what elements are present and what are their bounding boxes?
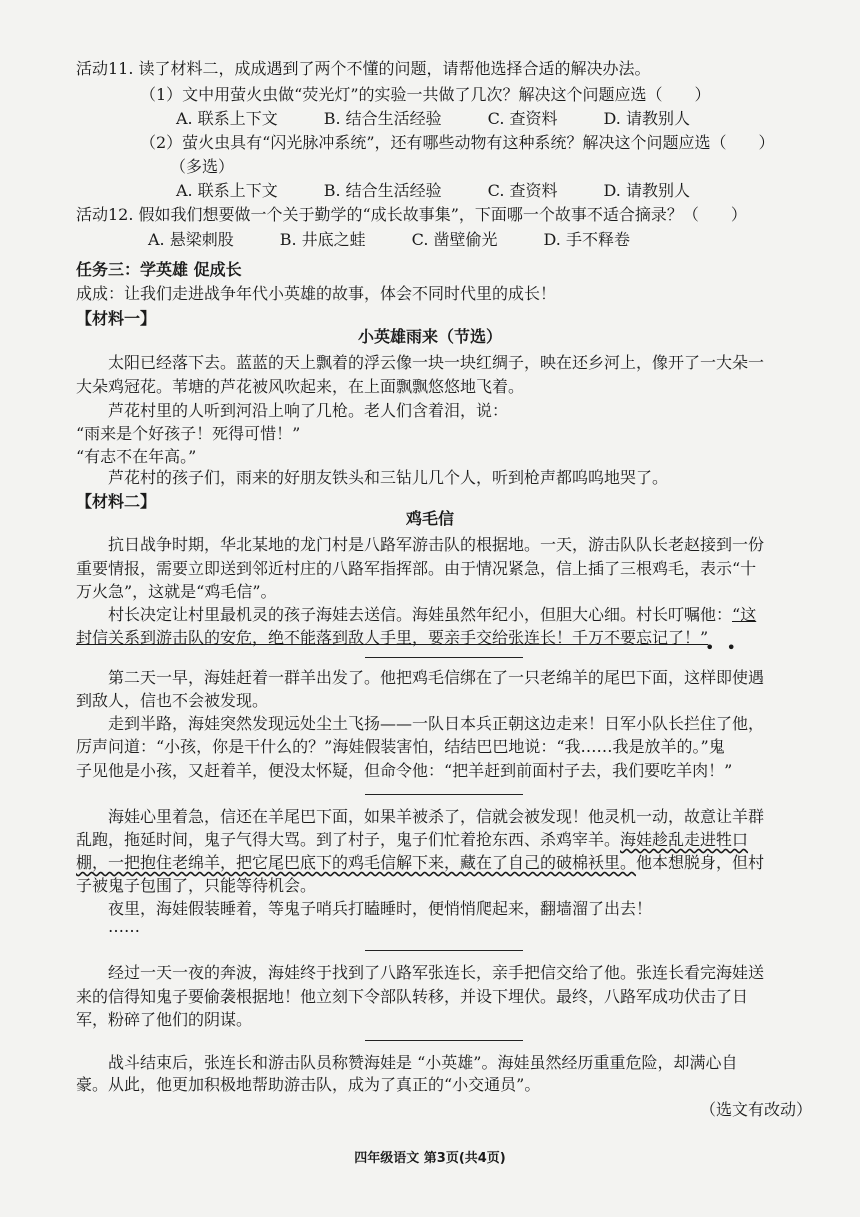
option-d: D. 请教别人 (603, 109, 690, 128)
activity11-question2: （2）萤火虫具有“闪光脉冲系统”，还有哪些动物有这种系统？解决这个问题应选（ ） (140, 133, 775, 152)
material2-p5d: 子被鬼子包围了，只能等待机会。 (76, 876, 317, 895)
option-a: A. 悬梁刺股 (148, 230, 234, 249)
option-b: B. 结合生活经验 (323, 109, 442, 128)
material2-p8a: 战斗结束后，张连长和游击队员称赞海娃是 “小英雄”。海娃虽然经历重重危险，却满心自 (108, 1053, 738, 1072)
material2-p4b: 厉声问道：“小孩，你是干什么的？”海娃假装害怕，结结巴巴地说：“我……我是放羊的。”鬼 (76, 737, 725, 756)
material1-title: 小英雄雨来（节选） (357, 327, 502, 346)
material1-p2: 芦花村里的人听到河沿上响了几枪。老人们含着泪，说： (108, 401, 509, 420)
material2-ellipsis: …… (108, 917, 140, 936)
material2-p1c: 万火急”，这就是“鸡毛信”。 (76, 582, 277, 601)
option-d: D. 请教别人 (603, 181, 690, 200)
material2-p7c: 军，粉碎了他们的阴谋。 (76, 1010, 253, 1029)
option-d: D. 手不释卷 (543, 230, 630, 249)
material2-p2a-text: 村长决定让村里最机灵的孩子海娃去送信。海娃虽然年纪小，但胆大心细。村长叮嘱他： (108, 605, 733, 624)
option-c: C. 查资料 (487, 181, 558, 200)
material2-p2b-underlined: 封信关系到游击队的安危，绝不能落到敌人手里，要亲手交给张连长！千万不要忘记了！” (76, 628, 709, 647)
material2-p8b: 豪。从此，他更加积极地帮助游击队，成为了真正的“小交通员”。 (76, 1075, 541, 1094)
activity12-options (148, 229, 676, 251)
activity12-title: 活动12. 假如我们想要做一个关于勤学的“成长故事集”，下面哪一个故事不适合摘录？（ ） (76, 205, 747, 224)
material2-p5b-wavy: 海娃趁乱走进牲口 (620, 830, 749, 849)
material2-p5c-text: 他本想脱身，但村 (636, 853, 765, 872)
activity11-title: 活动11. 读了材料二，成成遇到了两个不懂的问题，请帮他选择合适的解决办法。 (76, 59, 651, 78)
material2-p6: 夜里，海娃假装睡着，等鬼子哨兵打瞌睡时，便悄悄爬起来，翻墙溜了出去！ (108, 899, 653, 918)
answer-blank-2[interactable] (365, 794, 523, 795)
emphasis-dots: •• (705, 638, 748, 657)
task3-intro: 成成：让我们走进战争年代小英雄的故事，体会不同时代里的成长！ (76, 284, 557, 303)
material2-p5b (76, 829, 748, 851)
activity11-q2-options (176, 180, 736, 202)
source-note: （选文有改动） (699, 1100, 812, 1119)
answer-blank-4[interactable] (365, 1040, 523, 1041)
page-footer: 四年级语文 第3页(共4页) (354, 1151, 506, 1166)
material2-label: 【材料二】 (76, 492, 157, 511)
material2-p7b: 来的信得知鬼子要偷袭根据地！他立刻下令部队转移，并设下埋伏。最终，八路军成功伏击了日 (76, 987, 749, 1006)
material1-p4: “有志不在年高。” (76, 447, 197, 466)
material2-p2a-underlined: “这 (732, 605, 757, 624)
material1-label: 【材料一】 (76, 309, 157, 328)
material2-p5c-wavy: 棚，一把抱住老绵羊，把它尾巴底下的鸡毛信解下来，藏在了自己的破棉袄里。 (76, 853, 637, 872)
material2-p5a: 海娃心里着急，信还在羊尾巴下面，如果羊被杀了，信就会被发现！他灵机一动，故意让羊群 (108, 807, 765, 826)
material2-p2a (108, 604, 756, 626)
material2-p7a: 经过一天一夜的奔波，海娃终于找到了八路军张连长，亲手把信交给了他。张连长看完海娃送 (108, 963, 765, 982)
task3-heading: 任务三：学英雄 促成长 (76, 260, 242, 279)
option-c: C. 凿壁偷光 (411, 230, 498, 249)
answer-blank-3[interactable] (365, 950, 523, 951)
option-a: A. 联系上下文 (176, 181, 278, 200)
activity11-question1: （1）文中用萤火虫做“荧光灯”的实验一共做了几次？解决这个问题应选（ ） (140, 85, 711, 104)
material2-p3b: 到敌人，信也不会被发现。 (76, 691, 269, 710)
activity11-q1-options (176, 108, 736, 130)
material1-p1a: 太阳已经落下去。蓝蓝的天上飘着的浮云像一块一块红绸子，映在还乡河上，像开了一大朵一 (108, 353, 765, 372)
material2-p1b: 重要情报，需要立即送到邻近村庄的八路军指挥部。由于情况紧急，信上插了三根鸡毛，表示“十 (76, 559, 757, 578)
material1-p5: 芦花村的孩子们，雨来的好朋友铁头和三钻儿几个人，听到枪声都呜呜地哭了。 (108, 468, 669, 487)
material2-p5c (76, 852, 764, 874)
activity11-q2-note: （多选） (170, 157, 235, 176)
option-c: C. 查资料 (487, 109, 558, 128)
material1-p1b: 大朵鸡冠花。苇塘的芦花被风吹起来，在上面飘飘悠悠地飞着。 (76, 377, 525, 396)
material2-p1a: 抗日战争时期，华北某地的龙门村是八路军游击队的根据地。一天，游击队队长老赵接到一份 (108, 535, 765, 554)
option-b: B. 结合生活经验 (323, 181, 442, 200)
answer-blank-1[interactable] (365, 657, 523, 658)
material2-title: 鸡毛信 (405, 509, 454, 528)
material2-p4c: 子见他是小孩，又赶着羊，便没太怀疑，但命令他：“把羊赶到前面村子去，我们要吃羊肉！” (76, 761, 733, 780)
option-b: B. 井底之蛙 (279, 230, 366, 249)
material2-p3a: 第二天一早，海娃赶着一群羊出发了。他把鸡毛信绑在了一只老绵羊的尾巴下面，这样即使遇 (108, 668, 765, 687)
material2-p5b-text: 乱跑，拖延时间，鬼子气得大骂。到了村子，鬼子们忙着抢东西、杀鸡宰羊。 (76, 830, 621, 849)
option-a: A. 联系上下文 (176, 109, 278, 128)
material2-p4a: 走到半路，海娃突然发现远处尘土飞扬——一队日本兵正朝这边走来！日军小队长拦住了他， (108, 714, 765, 733)
material1-p3: “雨来是个好孩子！死得可惜！” (76, 424, 301, 443)
